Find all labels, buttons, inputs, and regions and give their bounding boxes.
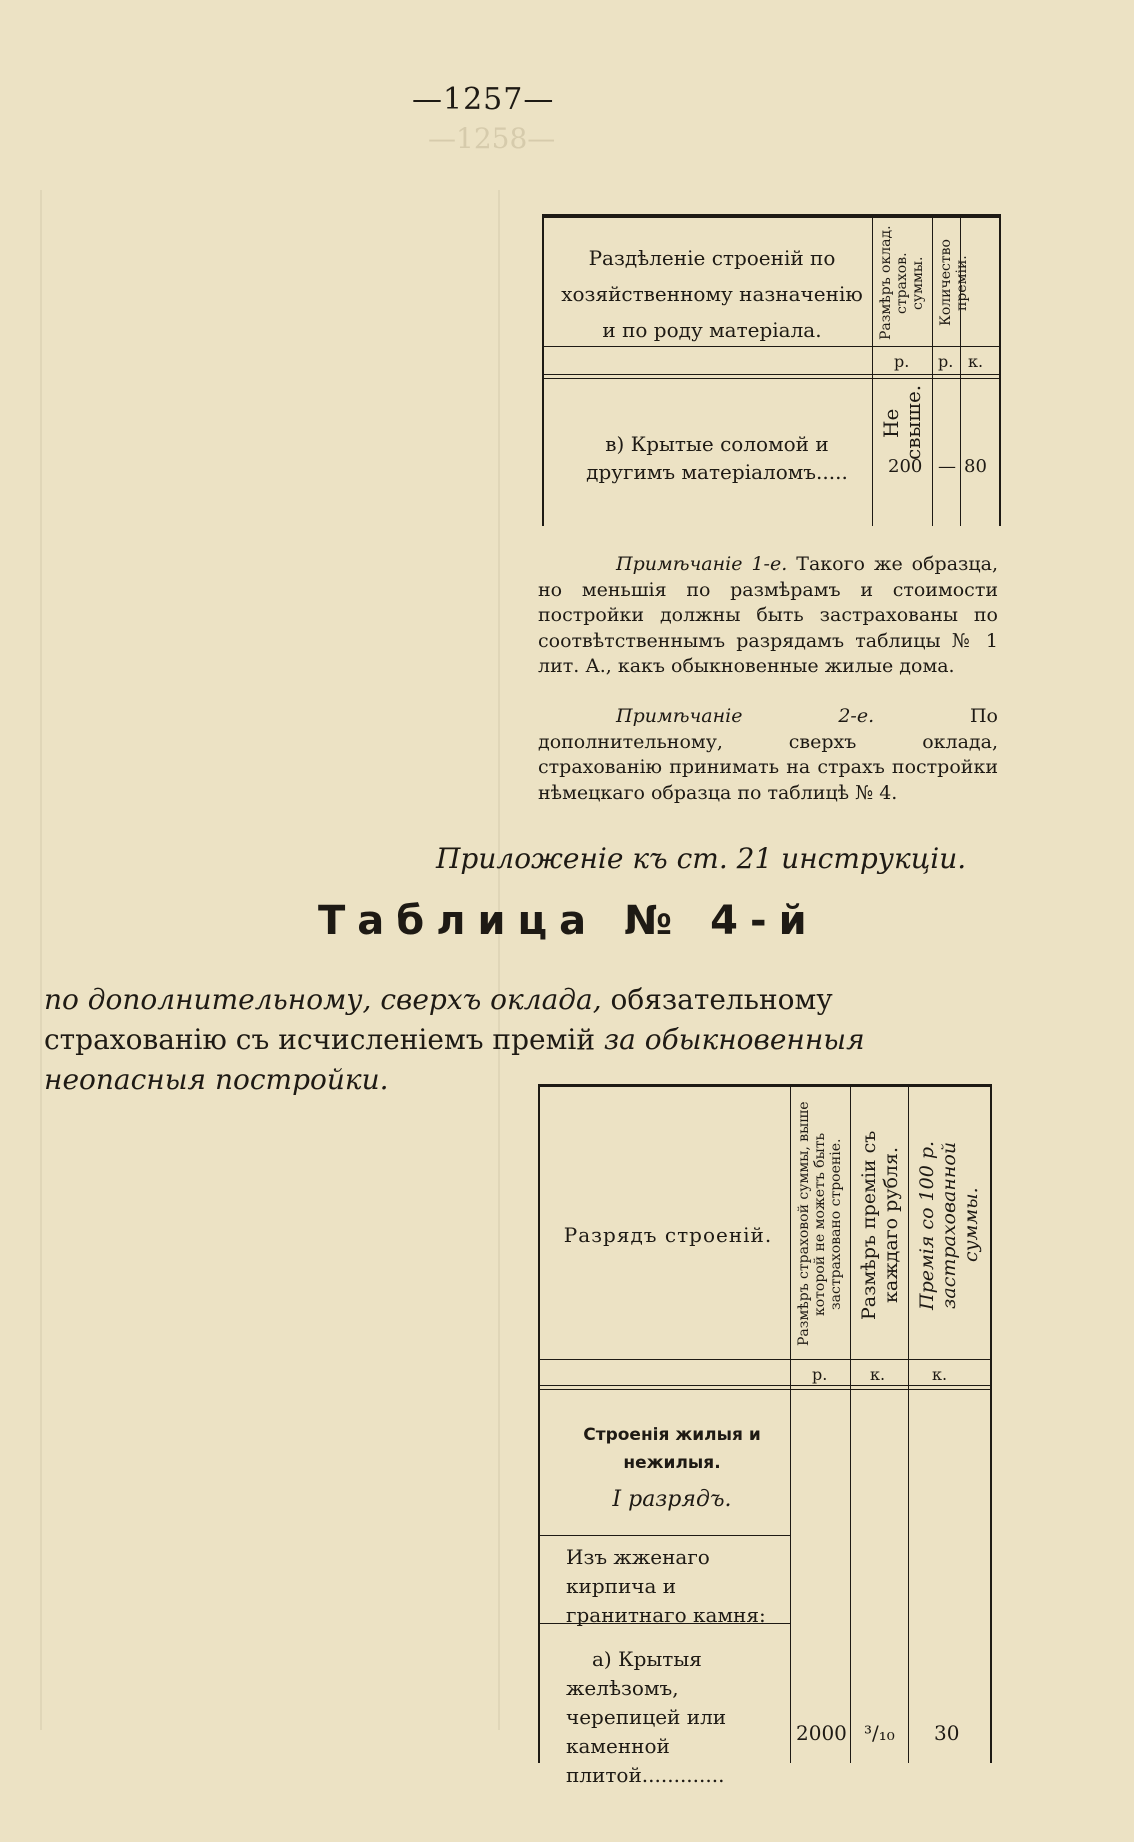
table2-row-sum: 2000 bbox=[796, 1721, 847, 1745]
table2-row-label: а) Крытыя желѣзомъ, черепицей или каменной плитой............. bbox=[566, 1647, 727, 1787]
table1-unit-rub: р. bbox=[894, 352, 910, 371]
table2-col-limit-header: Размѣръ страховой суммы, выше которой не можетъ быть застраховано строеніе. bbox=[796, 1101, 844, 1347]
note-1 bbox=[538, 552, 998, 680]
table2-unit-kop2: к. bbox=[932, 1365, 948, 1384]
table2-header: Разрядъ строеній. bbox=[563, 1223, 773, 1247]
table2-row-premium: 30 bbox=[934, 1721, 960, 1745]
note-2 bbox=[538, 704, 998, 806]
table1-row-sum: 200 bbox=[888, 456, 923, 477]
table2-unit-rub: р. bbox=[812, 1365, 828, 1384]
bleed-page-number: —1258— bbox=[428, 122, 556, 155]
table2-col-premium-header: Премія со 100 р. застрахованной суммы. bbox=[916, 1140, 982, 1310]
table1-header: Раздѣленіе строеній по хозяйственному назначенію и по роду матеріала. bbox=[561, 246, 863, 342]
subtitle-part3: съ исчисленіемъ премій bbox=[235, 1023, 595, 1056]
table2-class-label: I разрядъ. bbox=[612, 1487, 732, 1512]
note1-label: Примѣчаніе 1-е. bbox=[616, 553, 788, 575]
table1-row-label: в) Крытые соломой и другимъ матеріаломъ..... bbox=[586, 432, 848, 484]
table2-unit-kop: к. bbox=[870, 1365, 886, 1384]
subtitle-part1: по дополнительному, сверхъ оклада, bbox=[44, 983, 602, 1016]
table-subtitle bbox=[44, 980, 996, 1100]
table2-row-rate: ³/₁₀ bbox=[864, 1721, 895, 1745]
subtitle-part2: обязательному страхованію bbox=[44, 983, 833, 1056]
table1-col-premium-header: Количество преміи. bbox=[938, 239, 970, 327]
bleed-through-area bbox=[40, 190, 500, 1730]
table1-col-sum-header: Размѣръ оклад. страхов. суммы. bbox=[878, 225, 926, 341]
table2-material: Изъ жженаго кирпича и гранитнаго камня: bbox=[566, 1545, 766, 1627]
appendix-heading: Приложеніе къ ст. 21 инструкціи. bbox=[436, 842, 967, 875]
table1-row-rub: — bbox=[938, 456, 956, 477]
subtitle-part4: за обыкновенныя неопасныя постройки. bbox=[44, 1023, 865, 1096]
table1-row-kop: 80 bbox=[964, 456, 987, 477]
table1-unit-rub2: р. bbox=[938, 352, 954, 371]
note2-label: Примѣчаніе 2-е. bbox=[616, 705, 875, 727]
page-number: —1257— bbox=[412, 82, 555, 117]
note1-text: Такого же образца, но меньшія по размѣрамъ и стоимости постройки должны быть застрахованы по соотвѣтственнымъ разрядамъ таблицы № 1 лит. А., какъ обыкновенные жилые дома. bbox=[538, 553, 998, 677]
table-premiums bbox=[538, 1084, 992, 1787]
note2-text: По дополнительному, сверхъ оклада, страхованію принимать на страхъ постройки нѣмецкаго образца по таблицѣ № 4. bbox=[538, 705, 998, 804]
table2-section: Строенія жилыя и нежилыя. bbox=[583, 1425, 761, 1473]
table1-unit-kop: к. bbox=[968, 352, 984, 371]
table-title: Таблица № 4-й bbox=[318, 898, 819, 944]
table1-limit-word: Не свыше. bbox=[879, 384, 925, 460]
table-building-division bbox=[542, 214, 1001, 526]
table2-col-rate-header: Размѣръ преміи съ каждаго рубля. bbox=[858, 1130, 902, 1320]
